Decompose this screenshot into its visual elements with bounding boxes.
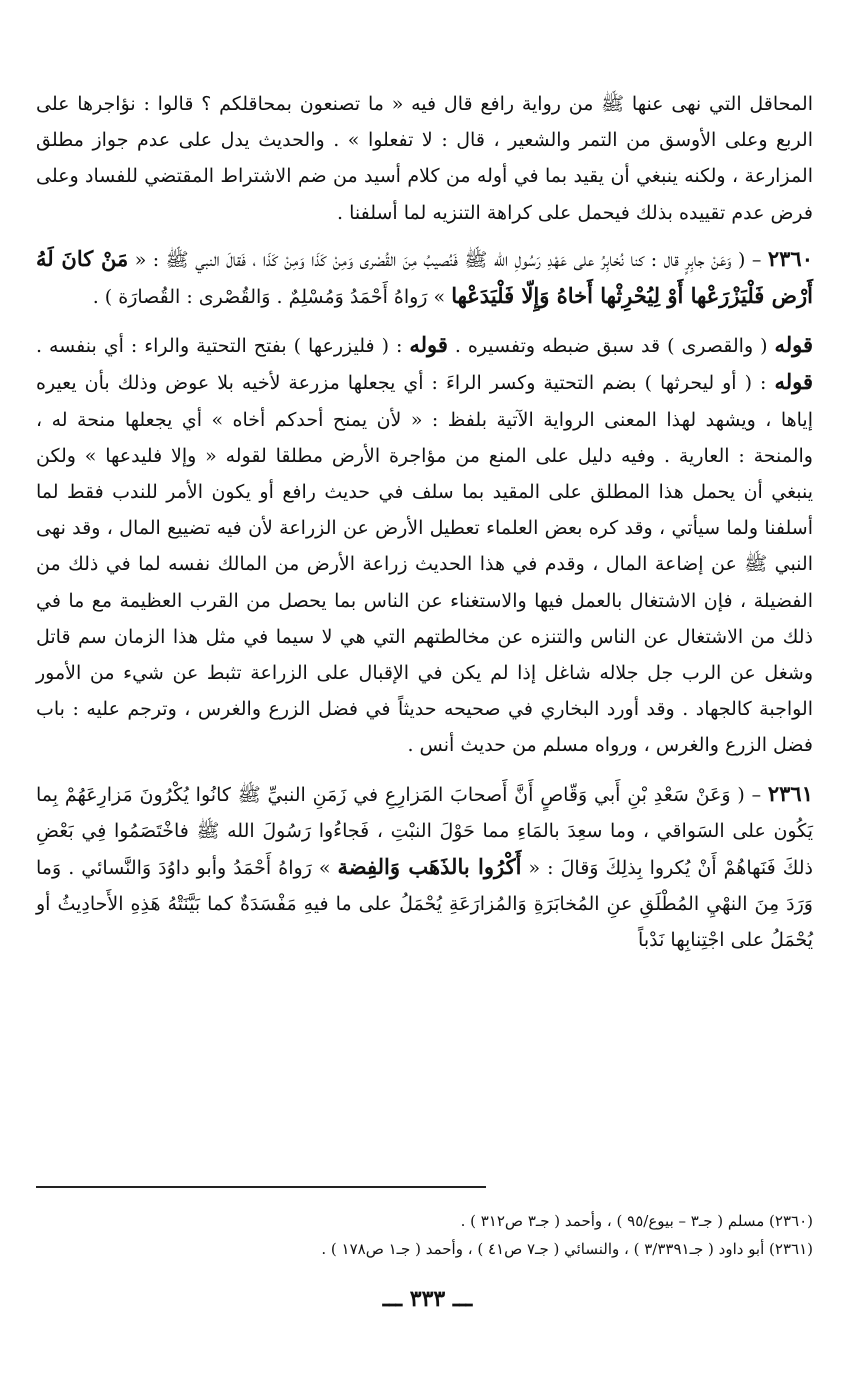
footnote-divider [36, 1186, 486, 1188]
commentary-2360 [36, 327, 813, 763]
hadith-text-end: » رَواهُ أَحْمَدُ وأبو داوُدَ وَالنَّسائي . وَما وَرَدَ مِنَ النهْيِ المُطْلَقِ عنِ المُخابَرَةِ وَالمُزارَعَةِ يُحْمَلُ على ما فيهِ مَفْسَدَةٌ كما بَيَّنَتْهُ هَذِهِ الأَحادِيثُ أو يُحْمَلُ على اجْتِنابِها نَدْباً [36, 857, 813, 952]
commentary-text: : ( أو ليحرثها ) بضم التحتية وكسر الراءَ : أي يجعلها مزرعة لأخيه بلا عوض وذلك بأن يعيره إياها ، ويشهد لهذا المعنى الرواية الآتية بلفظ : « لأن يمنح أحدكم أخاه » أي يجعلها منحة له ، والمنحة : العارية . وفيه دليل على المنع من مؤاجرة الأرض مطلقا لقوله « وإلا فليدعها » ولكن ينبغي أن يحمل هذا المطلق على المقيد بما سلف في حديث رافع أو يكون الأمر للندب فقط لما أسلفنا ولما سيأتي ، وقد كره بعض العلماء تعطيل الأرض عن الزراعة لأن فيه تضييع المال ، وقد نهى النبي ﷺ عن إضاعة المال ، وقدم في هذا الحديث زراعة الأرض من المالك نفسه لما في ذلك من الفضيلة ، فإن الاشتغال بالعمل فيها والاستغناء عن الناس بما يحصل من القرب العظيمة مع ما في ذلك من الاشتغال عن الناس والتنزه عن مخالطتهم التي هي لا سيما في مثل هذا الزمان سم قاتل وشغل عن الرب جل جلاله شاغل إذا لم يكن في الإقبال على الزراعة تثبط عن شيء من الأمور الواجبة كالجهاد . وقد أورد البخاري في صحيحه حديثاً في فضل الزرع والغرس ، وترجم عليه : باب فضل الزرع والغرس ، ورواه مسلم من حديث أنس . [36, 372, 813, 757]
footnotes [36, 1207, 813, 1263]
page-number: ـــ ٣٣٣ ـــ [382, 1286, 473, 1312]
commentary-text: ( والقصرى ) قد سبق ضبطه وتفسيره . [447, 335, 775, 358]
hadith-quote-bold: أَكْرُوا بالذَهَب وَالفِضة [337, 854, 522, 880]
footnote-2360: (٢٣٦٠) مسلم ( جـ٣ – بيوع/٩٥ ) ، وأحمد ( جـ٣ ص٣١٢ ) . [460, 1212, 813, 1230]
keyword-qawluh: قوله [409, 332, 448, 358]
keyword-qawluh: قوله [774, 369, 813, 395]
hadith-text-intro: – ( وَعَنْ سَعْدِ بْنِ أَبي وَقّاصٍ أَنَّ أَصحابَ المَزارِعِ في زَمَنِ النبيِّ ﷺ كانُوا يُكْرُونَ مَزارِعَهُمْ بِما يَكُون على السَواقي ، وما سعِدَ بالمَاءِ مما حَوْلَ النبْتِ ، فَجاءُوا رَسُولَ الله ﷺ فاخْتَصَمُوا فِي بَعْضِ ذلكَ فَنَهاهُمْ أَنْ يُكروا بِذلِكَ وَقالَ : « [36, 783, 814, 880]
commentary-paragraph-continued: المحاقل التي نهى عنها ﷺ من رواية رافع قال فيه « ما تصنعون بمحاقلكم ؟ قالوا : نؤاجرها على الربع وعلى الأوسق من التمر والشعير ، قال : لا تفعلوا » . والحديث يدل على عدم جواز مطلق المزارعة ، ولكنه ينبغي أن يقيد بما في أوله من كلام أسيد من ضم الاشتراط المقتضي للفساد وعلى فرض عدم تقييده بذلك فيحمل على كراهة التنزيه لما أسلفنا . [36, 93, 813, 224]
hadith-text-intro: – ( وَعَنْ جابِرٍ قال : كنا نُخابِرُ على عَهْدِ رَسُولِ الله ﷺ فَنُصيبُ مِنَ القُصْرى وَمِنْ كَذَا وَمِنْ كَذَا ، فَقالَ النبي ﷺ : « [128, 248, 768, 271]
commentary-text: : ( فليزرعها ) بفتح التحتية والراء : أي بنفسه . [36, 335, 410, 358]
hadith-text-end: » رَواهُ أَحْمَدُ وَمُسْلِمٌ . وَالقُصْرى : القُصارَة ) . [92, 286, 452, 309]
hadith-2361 [36, 776, 813, 959]
keyword-qawluh: قوله [774, 332, 814, 358]
page-body [36, 86, 813, 959]
footnote-2361: (٢٣٦١) أبو داود ( جـ٣/٣٣٩١ ) ، والنسائي ( جـ٧ ص٤١ ) ، وأحمد ( جـ١ ص١٧٨ ) . [321, 1240, 813, 1258]
hadith-number: ٢٣٦١ [767, 780, 813, 806]
hadith-number: ٢٣٦٠ [767, 245, 813, 271]
hadith-quote-bold: مَنْ كانَ لَهُ أَرْض فَلْيَزْرَعْها أَوْ لِيُحْرِثْها أَخاهُ وَإِلّا فَلْيَدَعْها [36, 245, 813, 309]
hadith-2360 [36, 241, 813, 315]
